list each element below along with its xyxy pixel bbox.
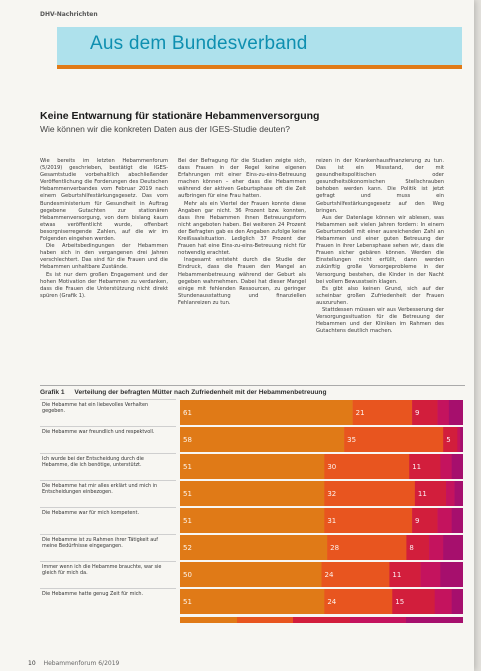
bar-value-label: 5 bbox=[446, 436, 451, 445]
category-text: Die Hebamme hat ein liebevolles Verhalten gegeben. bbox=[42, 402, 149, 414]
bar-segment bbox=[455, 481, 463, 506]
bar-segment bbox=[449, 400, 463, 425]
header-band bbox=[57, 27, 462, 65]
chart-legend bbox=[180, 617, 463, 623]
legend-swatch bbox=[350, 617, 407, 623]
bar-segment bbox=[421, 562, 441, 587]
bar-segment bbox=[452, 508, 463, 533]
article-headline: Keine Entwarnung für stationäre Hebammenversorgung bbox=[40, 110, 320, 122]
journal-name: Hebammenforum 6/2019 bbox=[43, 660, 120, 667]
bar-value-label: 61 bbox=[183, 409, 192, 418]
chart-category-label bbox=[40, 534, 176, 562]
bar-value-label: 11 bbox=[412, 463, 422, 472]
bar-value-label: 21 bbox=[355, 409, 365, 418]
category-text: Die Hebamme ist zu Rahmen ihrer Tätigkeit auf meine Bedürfnisse eingegangen. bbox=[42, 537, 159, 549]
text-column-2 bbox=[178, 158, 306, 358]
bar-value-label: 9 bbox=[415, 409, 420, 418]
paragraph: Wie bereits im letzten Hebammenforum (5/2019) geschrieben, bestätigt die IGES-Gesamtstudie vorbehaltlich abschließender Veröffentlichung die Forderungen des Deutschen Hebammenverbandes vom Februar 2019 nach einem Geburtshilfestärkungsgesetz. Das vom Bundesministerium für Gesundheit in Auftrag gegebene Gutachten zur stationären Hebammenversorgung, von dem bislang kaum etwas veröffentlicht wurde, offenbart besorgniserregende Zahlen, auf die wir im Folgenden eingehen werden. bbox=[40, 158, 168, 243]
bar-value-label: 51 bbox=[183, 598, 192, 607]
category-text: Die Hebamme war freundlich und respektvoll. bbox=[42, 429, 155, 435]
chart-category-label bbox=[40, 588, 176, 616]
paragraph: Aus der Datenlage können wir ablesen, was Hebammen seit vielen Jahren fordern: In einem Geburtsmodell mit einer ausreichenden Zahl an Hebammen und einer guten Betreuung der Frauen in ihrer Lebensphase sehen wir, dass die Frauen sicher gebären können. Werden die Einstellungen nicht erfüllt, dann werden zukünftig große Vorsorgeprobleme in der Versorgung bestehen, die Kinder in der Nacht bei vollem Bewusstsein klagen. bbox=[316, 214, 444, 285]
legend-swatch bbox=[180, 617, 237, 623]
bar-value-label: 50 bbox=[183, 571, 192, 580]
legend-swatch bbox=[406, 617, 463, 623]
bar-value-label: 35 bbox=[347, 436, 357, 445]
bar-segment bbox=[438, 508, 452, 533]
text-column-3 bbox=[316, 158, 444, 358]
bar-value-label: 8 bbox=[409, 544, 414, 553]
page-number: 10 bbox=[28, 660, 36, 667]
chart-category-label bbox=[40, 561, 176, 589]
header-title: Aus dem Bundesverband bbox=[90, 33, 308, 54]
bar-segment bbox=[452, 589, 463, 614]
bar-segment bbox=[429, 535, 443, 560]
stacked-bar-chart bbox=[180, 399, 463, 615]
page-footer bbox=[28, 660, 119, 667]
bar-segment bbox=[180, 427, 344, 452]
text-column-1 bbox=[40, 158, 168, 358]
bar-value-label: 30 bbox=[327, 463, 337, 472]
paragraph: Bei der Befragung für die Studien zeigte sich, dass Frauen in der Regel keine eigenen Erfahrungen mit einer Eins-zu-eins-Betreuung machen können – eher dass die Hebammen während der aktiven Geburtsphase oft die Zeit aufbringen für eine Frau hatten. bbox=[178, 158, 306, 200]
bar-value-label: 9 bbox=[415, 517, 420, 526]
bar-value-label: 52 bbox=[183, 544, 192, 553]
paragraph: Es gibt also keinen Grund, sich auf der scheinbar großen Zufriedenheit der Frauen auszuruhen. bbox=[316, 285, 444, 306]
paragraph: Es ist nur dem großen Engagement und der hohen Motivation der Hebammen zu verdanken, dass die Frauen die Unterstützung nicht direkt spüren (Grafik 1). bbox=[40, 271, 168, 299]
paragraph: Mehr als ein Viertel der Frauen konnte diese Angaben gar nicht. 36 Prozent bzw. konnten, dass ihre Hebammen ihnen Betreuungsform nicht angeboten haben. Bei weiteren 24 Prozent der Befragten gab es den Angaben zufolge keine Kreißsaalsituation. Lediglich 37 Prozent der Frauen hat eine Eins-zu-eins-Betreuung nicht für notwendig erachtet. bbox=[178, 200, 306, 257]
bar-value-label: 28 bbox=[330, 544, 340, 553]
bar-segment bbox=[438, 400, 450, 425]
bar-value-label: 51 bbox=[183, 490, 192, 499]
category-text: Die Hebamme war für mich kompetent. bbox=[42, 510, 140, 516]
chart-category-label bbox=[40, 507, 176, 535]
bar-segment bbox=[180, 400, 353, 425]
paragraph: Die Arbeitsbedingungen der Hebammen haben sich in den vergangenen drei Jahren verschlechtert. Das sind für die Frauen und die Hebammen unhaltbare Zustände. bbox=[40, 243, 168, 271]
bar-segment bbox=[460, 427, 463, 452]
paragraph: Insgesamt entsteht durch die Studie der Eindruck, dass die Frauen den Mangel an Hebammenbetreuung während der Geburt als gegeben wahrnehmen. Dabei hat dieser Mangel einige mit fehlenden Ressourcen, zu geringer Stundenausstattung und finanziellen Fehlanreizen zu tun. bbox=[178, 257, 306, 306]
bar-segment bbox=[446, 481, 455, 506]
article-subheadline: Wie können wir die konkreten Daten aus der IGES-Studie deuten? bbox=[40, 124, 290, 134]
header-accent-bar bbox=[57, 65, 462, 69]
bar-value-label: 32 bbox=[327, 490, 337, 499]
chart-category-label bbox=[40, 453, 176, 481]
chart-heading bbox=[40, 385, 465, 396]
chart-category-label bbox=[40, 399, 176, 427]
chart-category-label bbox=[40, 426, 176, 454]
bar-segment bbox=[435, 589, 452, 614]
bar-segment bbox=[324, 481, 415, 506]
paragraph: reizen in der Krankenhausfinanzierung zu tun. Das ist ein Missstand, der mit gesundheitspolitischen oder gesundheitsökonomischen Stellschrauben behoben werden kann. Die Politik ist jetzt gefragt und muss ein Geburtshilfestärkungsgesetz auf den Weg bringen. bbox=[316, 158, 444, 214]
chart-label: Grafik 1 bbox=[40, 389, 65, 396]
bar-segment bbox=[440, 454, 452, 479]
bar-segment bbox=[457, 427, 460, 452]
bar-value-label: 24 bbox=[324, 571, 334, 580]
bar-segment bbox=[452, 454, 463, 479]
bar-value-label: 11 bbox=[392, 571, 402, 580]
bar-value-label: 24 bbox=[327, 598, 337, 607]
bar-segment bbox=[344, 427, 443, 452]
section-tag: DHV-Nachrichten bbox=[40, 11, 98, 18]
bar-segment bbox=[180, 562, 322, 587]
bar-segment bbox=[324, 508, 412, 533]
bar-value-label: 11 bbox=[417, 490, 427, 499]
bar-value-label: 51 bbox=[183, 517, 192, 526]
bar-segment bbox=[180, 535, 327, 560]
legend-swatch bbox=[293, 617, 350, 623]
bar-segment bbox=[443, 535, 463, 560]
bar-segment bbox=[324, 454, 409, 479]
chart-title: Verteilung der befragten Mütter nach Zufriedenheit mit der Hebammenbetreuung bbox=[74, 389, 327, 396]
legend-swatch bbox=[237, 617, 294, 623]
bar-value-label: 31 bbox=[327, 517, 337, 526]
category-text: Immer wenn ich die Hebamme brauchte, war sie gleich für mich da. bbox=[42, 564, 162, 576]
paragraph: Stattdessen müssen wir aus Verbesserung der Versorgungssituation für die Betreuung der Hebammen und der Kliniken im Rahmen des Gutachtens deutlich machen. bbox=[316, 306, 444, 335]
bar-segment bbox=[180, 481, 325, 506]
bar-segment bbox=[180, 454, 325, 479]
bar-value-label: 58 bbox=[183, 436, 192, 445]
category-text: Die Hebamme hat mir alles erklärt und mich in Entscheidungen einbezogen. bbox=[42, 483, 158, 495]
chart-category-label bbox=[40, 480, 176, 508]
category-text: Ich wurde bei der Entscheidung durch die Hebamme, die ich benötige, unterstützt. bbox=[42, 456, 144, 468]
category-text: Die Hebamme hatte genug Zeit für mich. bbox=[42, 591, 144, 597]
bar-segment bbox=[180, 508, 325, 533]
bar-value-label: 51 bbox=[183, 463, 192, 472]
bar-value-label: 15 bbox=[395, 598, 405, 607]
bar-segment bbox=[180, 589, 325, 614]
bar-segment bbox=[440, 562, 463, 587]
